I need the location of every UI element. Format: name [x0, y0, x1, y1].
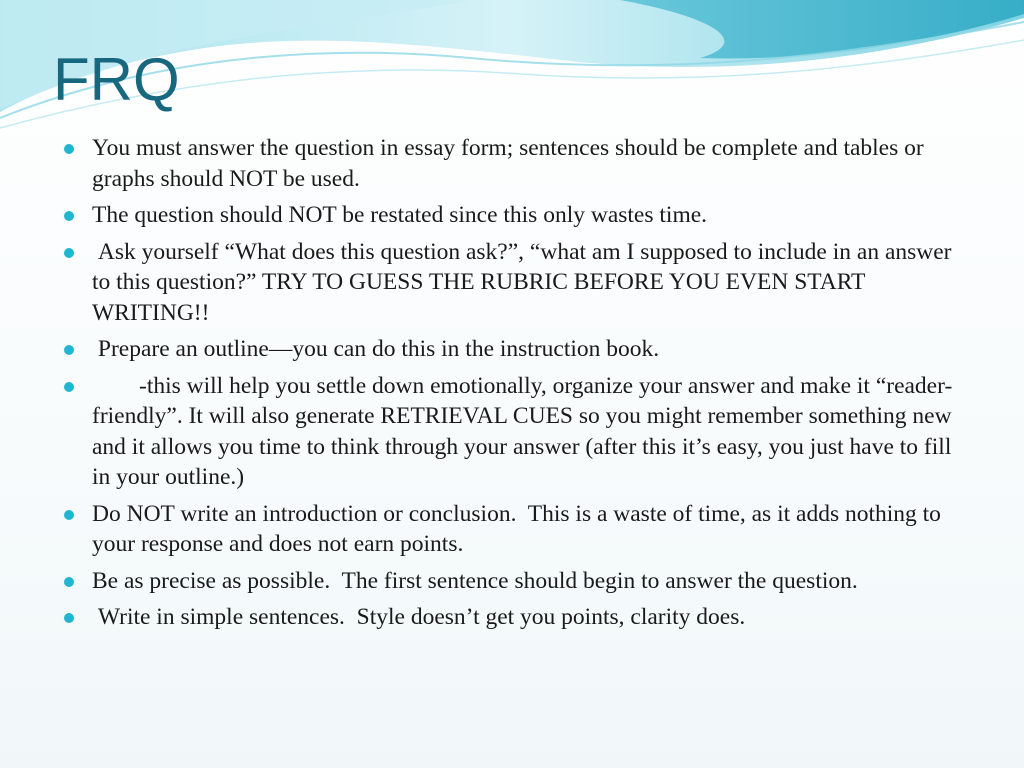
bullet-text: Prepare an outline—you can do this in the instruction book. [92, 336, 660, 362]
bullet-item [64, 602, 974, 633]
bullet-text: -this will help you settle down emotionally, organize your answer and make it “reader-friendly”. It will also generate RETRIEVAL CUES so you might remember something new and it allows you time to think through your answer (after this it’s easy, you just have to fill in your outline.) [92, 372, 958, 490]
bullet-dot-icon [64, 211, 74, 221]
bullet-item [64, 237, 974, 329]
bullet-text: Ask yourself “What does this question ask?”, “what am I supposed to include in an answer to this question?” TRY TO GUESS THE RUBRIC BEFORE YOU EVEN START WRITING!! [92, 238, 958, 326]
bullet-item [64, 200, 974, 231]
bullet-dot-icon [64, 248, 74, 258]
bullet-item [64, 566, 974, 597]
bullet-dot-icon [64, 577, 74, 587]
bullet-text: You must answer the question in essay form; sentences should be complete and tables or graphs should NOT be used. [92, 135, 930, 192]
bullet-item [64, 371, 974, 493]
bullet-list [64, 133, 974, 639]
bullet-dot-icon [64, 613, 74, 623]
bullet-dot-icon [64, 144, 74, 154]
bullet-dot-icon [64, 345, 74, 355]
bullet-dot-icon [64, 510, 74, 520]
bullet-text: Write in simple sentences. Style doesn’t get you points, clarity does. [92, 604, 746, 630]
bullet-item [64, 499, 974, 560]
slide-title: FRQ [53, 46, 180, 113]
bullet-item [64, 133, 974, 194]
bullet-text: The question should NOT be restated since this only wastes time. [92, 202, 708, 228]
bullet-dot-icon [64, 382, 74, 392]
bullet-text: Be as precise as possible. The first sentence should begin to answer the question. [92, 567, 858, 594]
bullet-text: Do NOT write an introduction or conclusion. This is a waste of time, as it adds nothing to your response and does not earn points. [92, 500, 947, 557]
bullet-item [64, 334, 974, 365]
